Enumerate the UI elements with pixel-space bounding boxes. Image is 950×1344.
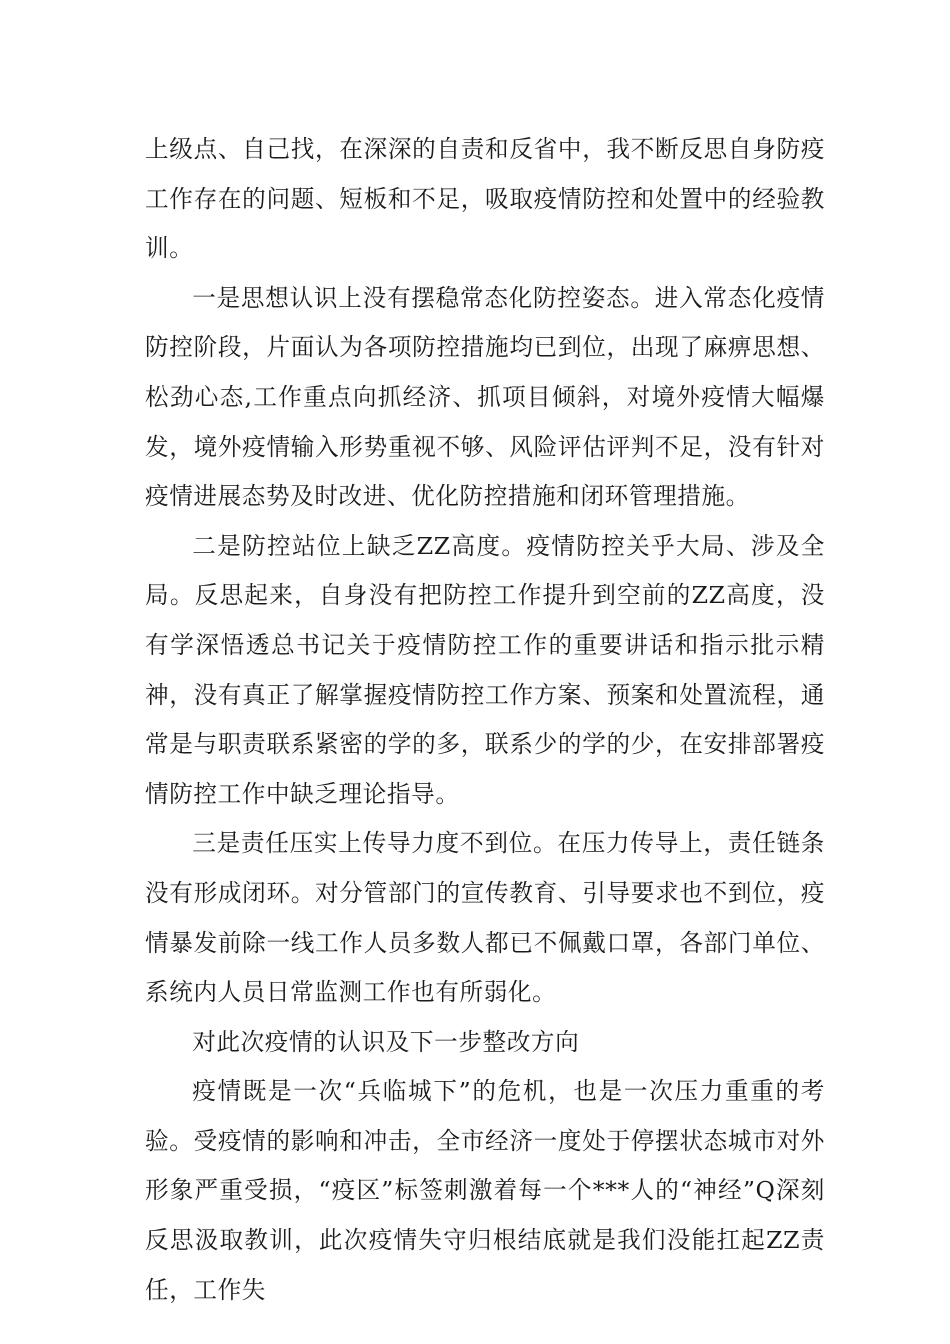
paragraph-continued-intro: 上级点、自己找，在深深的自责和反省中，我不断反思自身防疫工作存在的问题、短板和不足，吸取疫情防控和处置中的经验教训。	[145, 135, 825, 263]
paragraph-point-three: 三是责任压实上传导力度不到位。在压力传导上，责任链条没有形成闭环。对分管部门的宣传教育、引导要求也不到位，疫情暴发前除一线工作人员多数人都已不佩戴口罩，各部门单位、系统内人员日常监测工作也有所弱化。	[145, 829, 825, 1007]
section-heading: 对此次疫情的认识及下一步整改方向	[192, 1027, 580, 1056]
paragraph-point-one: 一是思想认识上没有摆稳常态化防控姿态。进入常态化疫情防控阶段，片面认为各项防控措施均已到位，出现了麻痹思想、松劲心态,工作重点向抓经济、抓项目倾斜，对境外疫情大幅爆发，境外疫情输入形势重视不够、风险评估评判不足，没有针对疫情进展态势及时改进、优化防控措施和闭环管理措施。	[145, 283, 825, 511]
paragraph-understanding: 疫情既是一次“兵临城下”的危机，也是一次压力重重的考验。受疫情的影响和冲击，全市经济一度处于停摆状态城市对外形象严重受损，“疫区”标签刺激着每一个***人的“神经”Q深刻反思汲取教训，此次疫情失守归根结底就是我们没能扛起ZZ责任，工作失	[145, 1077, 825, 1304]
document-body	[145, 125, 825, 1315]
paragraph-point-two: 二是防控站位上缺乏ZZ高度。疫情防控关乎大局、涉及全局。反思起来，自身没有把防控工作提升到空前的ZZ高度，没有学深悟透总书记关于疫情防控工作的重要讲话和指示批示精神，没有真正了解掌握疫情防控工作方案、预案和处置流程，通常是与职责联系紧密的学的多，联系少的学的少，在安排部署疫情防控工作中缺乏理论指导。	[145, 531, 825, 808]
